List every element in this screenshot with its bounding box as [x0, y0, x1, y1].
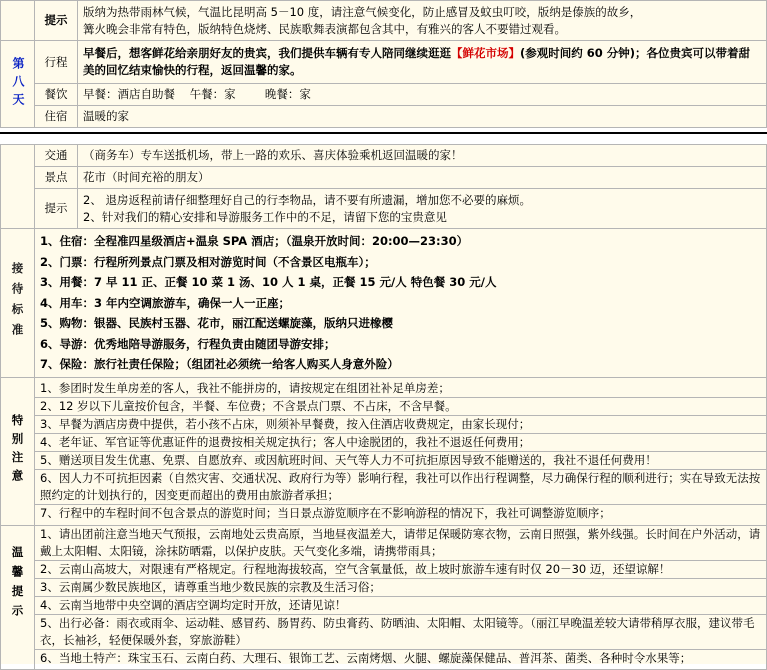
tips-item: 2、 退房返程前请仔细整理好自己的行李物品，请不要有所遗漏，增加您不必要的麻烦。 — [83, 192, 531, 207]
notes-item: 4、老年证、军官证等优惠证件的退费按相关规定执行；客人中途脱团的，我社不退返任何费用； — [35, 434, 766, 452]
itinerary-text-b: (参观时间约 60 分钟)；各位贵宾可以带着甜美的回忆结束愉快的行程，返回温馨的家。 — [83, 46, 751, 77]
meals-text: 早餐：酒店自助餐 午餐：家 晚餐：家 — [78, 84, 767, 106]
reminders-item: 1、请出团前注意当地天气预报，云南地处云贵高原，当地昼夜温差大，请带足保暖防寒衣物，云南日照强，紫外线强。长时间在户外活动，请戴上太阳帽、太阳镜，涂抹防晒霜，以保护皮肤。天气变化多端，请携带雨具； — [35, 526, 766, 561]
blank-side-cell — [1, 1, 35, 41]
day-label: 第八天 — [1, 41, 35, 128]
spots-label: 景点 — [35, 167, 78, 189]
tips-item: 2、针对我们的精心安排和导游服务工作中的不足，请留下您的宝贵意见 — [83, 209, 447, 224]
transport-label: 交通 — [35, 145, 78, 167]
standards-label — [1, 229, 35, 378]
standards-item: 3、用餐：7 早 11 正、正餐 10 菜 1 汤、10 人 1 桌，正餐 15 元/人 特色餐 30 元/人 — [40, 275, 497, 289]
tips-text — [78, 1, 767, 41]
notes-list — [35, 377, 767, 525]
departure-tips-list — [78, 189, 767, 229]
notes-item: 2、12 岁以下儿童按价包含，半餐、车位费；不含景点门票、不占床，不含早餐。 — [35, 398, 766, 416]
reminders-item: 5、出行必备：雨衣或雨伞、运动鞋、感冒药、肠胃药、防虫膏药、防晒油、太阳帽、太阳镜等。（丽江早晚温差较大请带稍厚衣服，建议带毛衣，长袖衫，轻便保暖外套，穿旅游鞋） — [35, 615, 766, 650]
notes-label — [1, 377, 35, 525]
itinerary-text-a: 早餐后，想客鲜花给亲朋好友的贵宾，我们提供车辆有专人陪同继续逛逛 — [83, 46, 451, 60]
spots-text: 花市（时间充裕的朋友） — [78, 167, 767, 189]
notes-item: 3、早餐为酒店房费中提供，若小孩不占床，则须补早餐费，按入住酒店收费规定，由家长现付； — [35, 416, 766, 434]
standards-item: 7、保险：旅行社责任保险；（组团社必须统一给客人购买人身意外险） — [40, 357, 399, 371]
standards-item: 6、导游：优秀地陪导游服务，行程负责由随团导游安排； — [40, 336, 336, 351]
reminders-list — [35, 525, 767, 669]
stay-label: 住宿 — [35, 106, 78, 128]
standards-item: 5、购物：银器、民族村玉器、花市，丽江配送螺旋藻，版纳只进橡樱 — [40, 316, 393, 330]
flower-market-highlight: 【鲜花市场】 — [451, 46, 520, 60]
notes-item: 7、行程中的车程时间不包含景点的游览时间；当日景点游览顺序在不影响游程的情况下，我社可调整游览顺序； — [40, 506, 611, 520]
reminders-item: 2、云南山高坡大，对限速有严格规定。行程地海拔较高，空气含氧量低，故上坡时旅游车速有时仅 20－30 迈，还望谅解！ — [35, 561, 766, 579]
standards-label-text: 接待标准 — [10, 261, 25, 344]
standards-item: 1、住宿：全程准四星级酒店+温泉 SPA 酒店；（温泉开放时间：20:00—23:30） — [40, 234, 469, 248]
reminders-item: 3、云南属少数民族地区，请尊重当地少数民族的宗教及生活习俗； — [35, 579, 766, 597]
notes-item: 1、参团时发生单房差的客人，我社不能拼房的，请按规定在组团社补足单房差； — [35, 380, 766, 398]
meals-label: 餐饮 — [35, 84, 78, 106]
separator-line — [0, 132, 767, 134]
day-eight-table — [0, 0, 767, 127]
standards-item: 4、用车：3 年内空调旅游车，确保一人一正座； — [40, 295, 291, 310]
service-table — [0, 144, 767, 664]
itinerary-label: 行程 — [35, 41, 78, 84]
notes-label-text: 特别注意 — [10, 414, 25, 488]
transport-text: （商务车）专车送抵机场，带上一路的欢乐、喜庆体验乘机返回温暖的家！ — [78, 145, 767, 167]
tips-line: 篝火晚会非常有特色，版纳特色烧烤、民族歌舞表演都包含其中，有雅兴的客人不要错过观看。 — [83, 21, 566, 36]
tips-line: 版纳为热带雨林气候，气温比昆明高 5－10 度，请注意气候变化，防止感冒及蚊虫叮咬，版纳是傣族的故乡， — [83, 4, 642, 19]
itinerary-text — [78, 41, 767, 84]
notes-item: 6、因人力不可抗拒因素（自然灾害、交通状况、政府行为等）影响行程，我社可以作出行程调整，尽力确保行程的顺利进行；实在导致无法按照约定的计划执行的，因变更而超出的费用由旅游者承担； — [35, 470, 766, 505]
reminders-item: 6、当地土特产：珠宝玉石、云南白药、大理石、银饰工艺、云南烤烟、火腿、螺旋藻保健品、普洱茶、菌类、各种时令水果等； — [40, 650, 692, 665]
stay-text: 温暖的家 — [78, 106, 767, 128]
standards-list — [35, 229, 767, 378]
tips-label: 提示 — [35, 1, 78, 41]
departure-tips-label: 提示 — [35, 189, 78, 229]
reminders-item: 4、云南当地带中央空调的酒店空调均定时开放，还请见谅！ — [35, 597, 766, 615]
notes-item: 5、赠送项目发生优惠、免票、自愿放弃、或因航班时间、天气等人力不可抗拒原因导致不能赠送的，我社不退任何费用！ — [35, 452, 766, 470]
reminders-label-text: 温馨提示 — [10, 545, 25, 624]
standards-item: 2、门票：行程所列景点门票及相对游览时间（不含景区电瓶车）； — [40, 254, 376, 269]
blank-side-cell — [1, 145, 35, 229]
reminders-label — [1, 525, 35, 669]
